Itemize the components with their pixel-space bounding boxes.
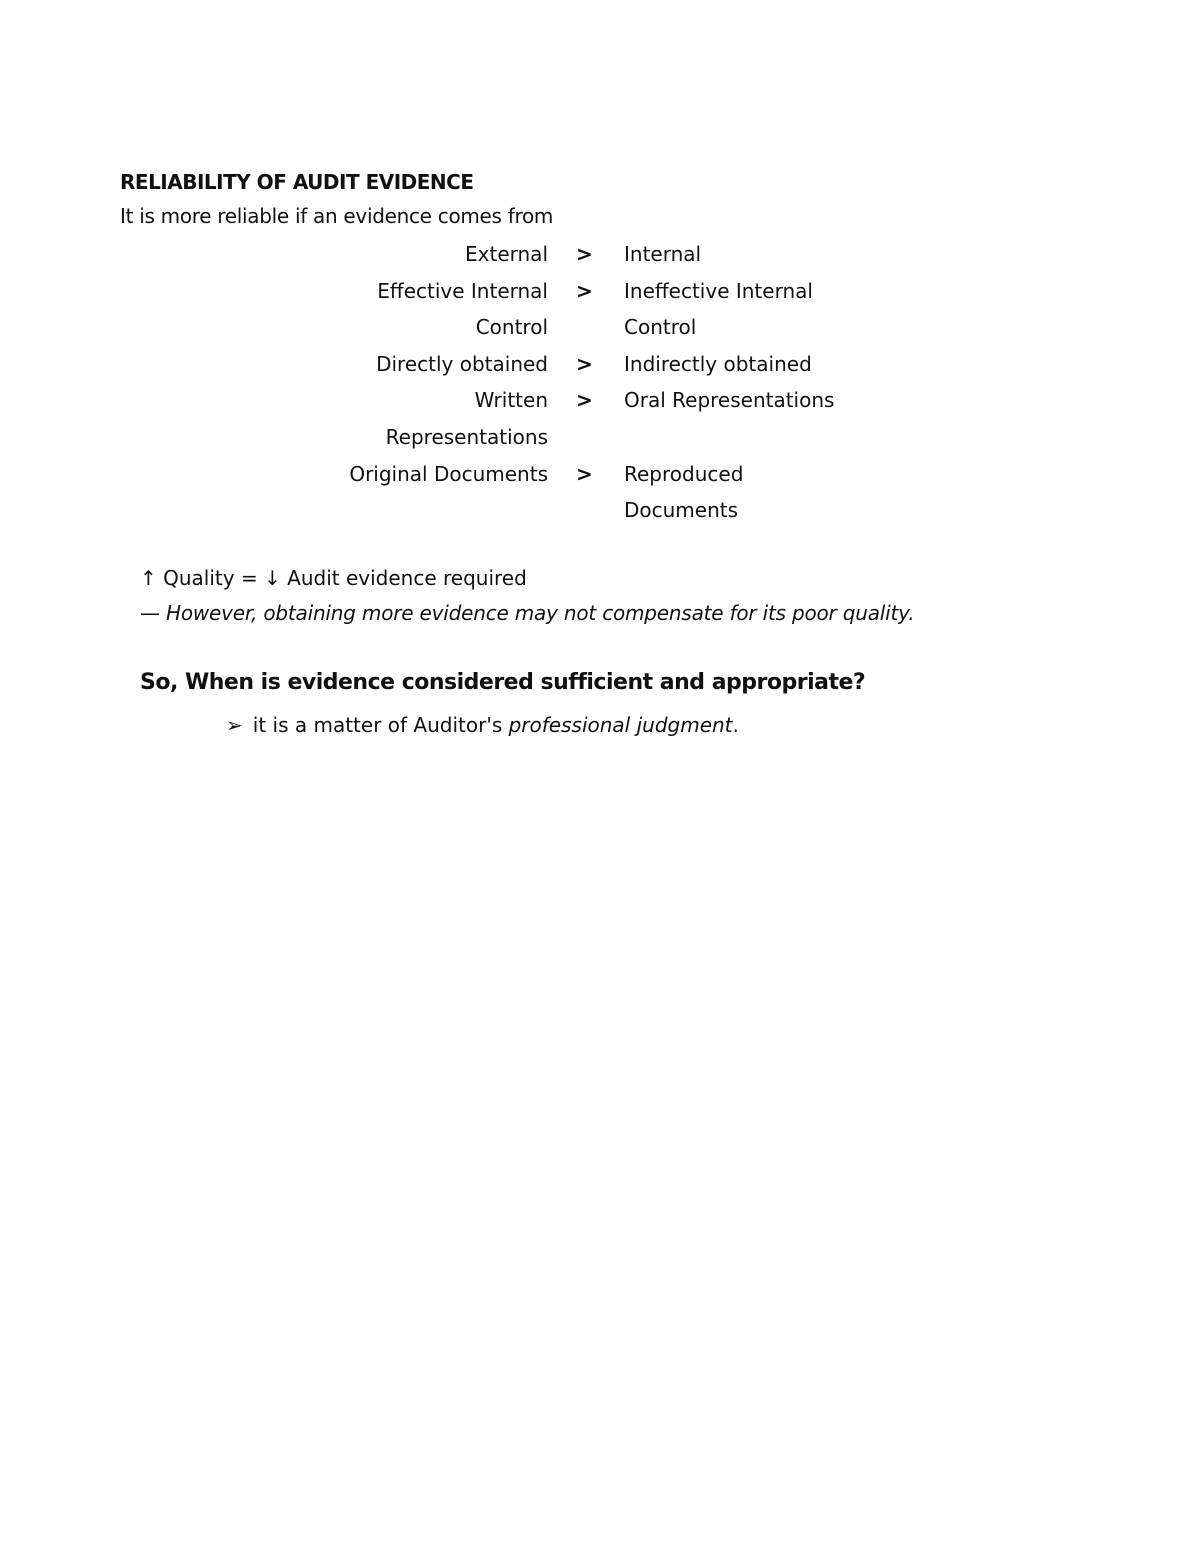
reliability-comparison [300, 236, 900, 529]
greater-than-symbol: > [576, 242, 593, 266]
comparison-right: Ineffective Internal Control [624, 278, 813, 340]
question-heading: So, When is evidence considered sufficient and appropriate? [140, 670, 866, 695]
comparison-left: Directly obtained [376, 351, 548, 376]
answer-bullet-item [226, 713, 739, 737]
comparison-right: Oral Representations [624, 388, 835, 413]
comparison-left: Written Representations [385, 388, 548, 449]
em-dash: — [140, 601, 160, 625]
comparison-row [300, 456, 900, 529]
comparison-row [300, 236, 900, 273]
arrowhead-bullet-icon: ➢ [226, 713, 243, 737]
comparison-row [300, 346, 900, 383]
comparison-left: Original Documents [349, 461, 548, 486]
answer-text: it is a matter of Auditor's [252, 713, 509, 737]
comparison-row [300, 273, 900, 346]
comparison-row [300, 382, 900, 455]
comparison-right: Indirectly obtained [624, 351, 812, 376]
comparison-left: External [465, 242, 548, 266]
however-note [140, 601, 914, 625]
greater-than-symbol: > [576, 461, 593, 486]
comparison-left: Effective Internal Control [377, 278, 548, 340]
comparison-right: Internal [624, 242, 702, 266]
intro-text: It is more reliable if an evidence comes from [120, 204, 554, 228]
answer-emphasis: professional judgment [508, 713, 733, 737]
greater-than-symbol: > [576, 388, 593, 413]
however-text: However, obtaining more evidence may not compensate for its poor quality. [165, 601, 915, 625]
answer-end: . [732, 713, 739, 737]
comparison-right: Reproduced Documents [624, 461, 744, 523]
page-title: RELIABILITY OF AUDIT EVIDENCE [120, 170, 474, 194]
greater-than-symbol: > [576, 351, 593, 376]
greater-than-symbol: > [576, 278, 593, 303]
quality-statement: ↑ Quality = ↓ Audit evidence required [140, 566, 527, 590]
